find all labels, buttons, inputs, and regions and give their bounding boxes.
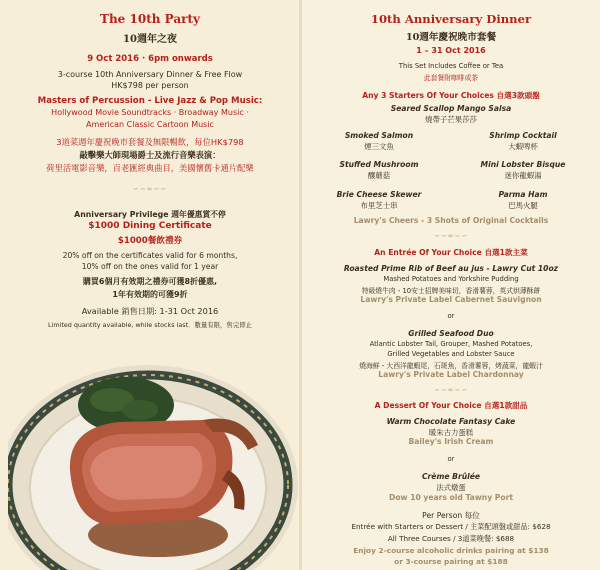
ornament-divider: ∽∽∞∽∽	[132, 185, 168, 193]
discount-zh-1: 購買6個月有效期之禮券可獲8折優惠,	[82, 277, 218, 286]
seafood-zh: 燒海鮮 - 大西洋龍蝦尾，石斑魚，香滑薯蓉，烤蔬菜，龍蝦汁	[359, 362, 543, 370]
ornament-divider-1: ∽∽∞∽∽	[433, 232, 469, 240]
mushroom-item: Stuffed Mushroom	[339, 160, 419, 169]
scallop-item-zh: 燒帶子芒果莎莎	[425, 115, 477, 124]
includes-note: This Set Includes Coffee or Tea	[398, 62, 504, 70]
pairing-2-course: Enjoy 2-course alcoholic drinks pairing at $138	[353, 546, 549, 555]
dining-certificate-zh: $1000餐飲禮券	[117, 236, 183, 246]
prime-rib-zh: 特級燒牛肉 - 10安士招牌美味切，香滑薯蓉，英式烘薄酥餅	[361, 287, 541, 295]
dinner-title-zh: 10週年慶祝晚市套餐	[405, 32, 497, 43]
party-date: 9 Oct 2016 · 6pm onwards	[87, 54, 213, 64]
mushroom-item-zh: 釀蘑菇	[367, 171, 391, 180]
masters-line-2: Hollywood Movie Soundtracks · Broadway Music ·	[51, 108, 249, 117]
brie-item: Brie Cheese Skewer	[336, 190, 422, 199]
discount-20: 20% off on the certificates valid for 6 months,	[62, 251, 238, 260]
dinner-title: 10th Anniversary Dinner	[370, 12, 532, 26]
masters-line-3: American Classic Cartoon Music	[86, 120, 214, 129]
limited-note: Limited quantity available, while stocks last．數量有限，售完即止	[48, 321, 252, 329]
smoked-salmon-item-zh: 煙三文魚	[364, 142, 394, 151]
dessert-heading: A Dessert Of Your Choice 自選1款甜品	[374, 401, 528, 410]
party-line-1: 3-course 10th Anniversary Dinner & Free Flow	[57, 70, 243, 79]
dessert-or: or	[447, 455, 455, 463]
seafood-desc-2: Grilled Vegetables and Lobster Sauce	[387, 350, 515, 358]
bisque-item-zh: 迷你龍蝦湯	[504, 171, 542, 180]
party-zh-2: 敲擊樂大師現場爵士及流行音樂表演：	[79, 150, 221, 160]
includes-note-zh: 此套餐附咖啡或茶	[423, 74, 479, 82]
cake-item: Warm Chocolate Fantasy Cake	[386, 417, 516, 426]
brulee-drink: Dow 10 years old Tawny Port	[389, 493, 513, 502]
shrimp-item-zh: 大蝦啤杯	[508, 142, 538, 151]
dining-certificate: $1000 Dining Certificate	[88, 221, 212, 231]
parma-item-zh: 巴馬火腿	[508, 201, 538, 210]
brulee-item: Crème Brûlée	[421, 472, 481, 481]
per-person: Per Person 每位	[422, 511, 480, 520]
privilege-heading: Anniversary Privilege 週年優惠賞不停	[74, 210, 226, 219]
available-dates: Available 銷售日期: 1-31 Oct 2016	[81, 306, 219, 316]
masters-heading: Masters of Percussion - Live Jazz & Pop Music:	[37, 96, 263, 106]
seafood-desc-1: Atlantic Lobster Tail, Grouper, Mashed Potatoes,	[369, 340, 533, 348]
seafood-wine: Lawry's Private Label Chardonnay	[378, 370, 524, 379]
dinner-panel	[302, 0, 600, 570]
cheers-note: Lawry's Cheers - 3 Shots of Original Cocktails	[353, 216, 549, 225]
party-zh-3: 荷里活電影音樂，百老匯經典曲目，美國懷舊卡通片配樂	[46, 163, 254, 173]
bisque-item: Mini Lobster Bisque	[480, 160, 566, 169]
discount-10: 10% off on the ones valid for 1 year	[81, 262, 219, 271]
smoked-salmon-item: Smoked Salmon	[344, 131, 414, 140]
scallop-item: Seared Scallop Mango Salsa	[390, 104, 512, 113]
party-title: The 10th Party	[100, 12, 200, 26]
party-title-zh: 10週年之夜	[123, 34, 177, 45]
pairing-3-course: or 3-course pairing at $188	[394, 557, 508, 566]
starters-heading: Any 3 Starters Of Your Choices 自選3款頭盤	[362, 91, 540, 100]
prime-rib-wine: Lawry's Private Label Cabernet Sauvignon	[360, 295, 542, 304]
cake-item-zh: 暖朱古力蛋糕	[428, 428, 474, 437]
ornament-divider-2: ∽∽∞∽∽	[433, 386, 469, 394]
prime-rib-plate-image	[8, 320, 300, 570]
discount-zh-2: 1年有效期的可獲9折	[112, 290, 188, 299]
entree-or: or	[447, 312, 455, 320]
price-two-course: Entrée with Starters or Dessert / 主菜配頭盤或甜品: $628	[351, 522, 551, 531]
cake-drink: Bailey's Irish Cream	[408, 437, 494, 446]
prime-rib-desc: Mashed Potatoes and Yorkshire Pudding	[383, 275, 519, 283]
brie-item-zh: 布里芝士串	[360, 201, 398, 210]
price-three-course: All Three Courses / 3道菜晚餐: $688	[387, 534, 515, 543]
party-zh-1: 3道菜週年慶祝晚市套餐及無限暢飲，每位HK$798	[56, 137, 244, 147]
dinner-date: 1 – 31 Oct 2016	[416, 46, 486, 55]
prime-rib-item: Roasted Prime Rib of Beef au jus - Lawry Cut 10oz	[343, 264, 559, 273]
party-price: HK$798 per person	[111, 81, 189, 90]
entree-heading: An Entrée Of Your Choice 自選1款主菜	[374, 248, 528, 257]
seafood-item: Grilled Seafood Duo	[408, 329, 494, 338]
shrimp-item: Shrimp Cocktail	[489, 131, 557, 140]
brulee-item-zh: 法式燉蛋	[436, 483, 466, 492]
parma-item: Parma Ham	[498, 190, 548, 199]
